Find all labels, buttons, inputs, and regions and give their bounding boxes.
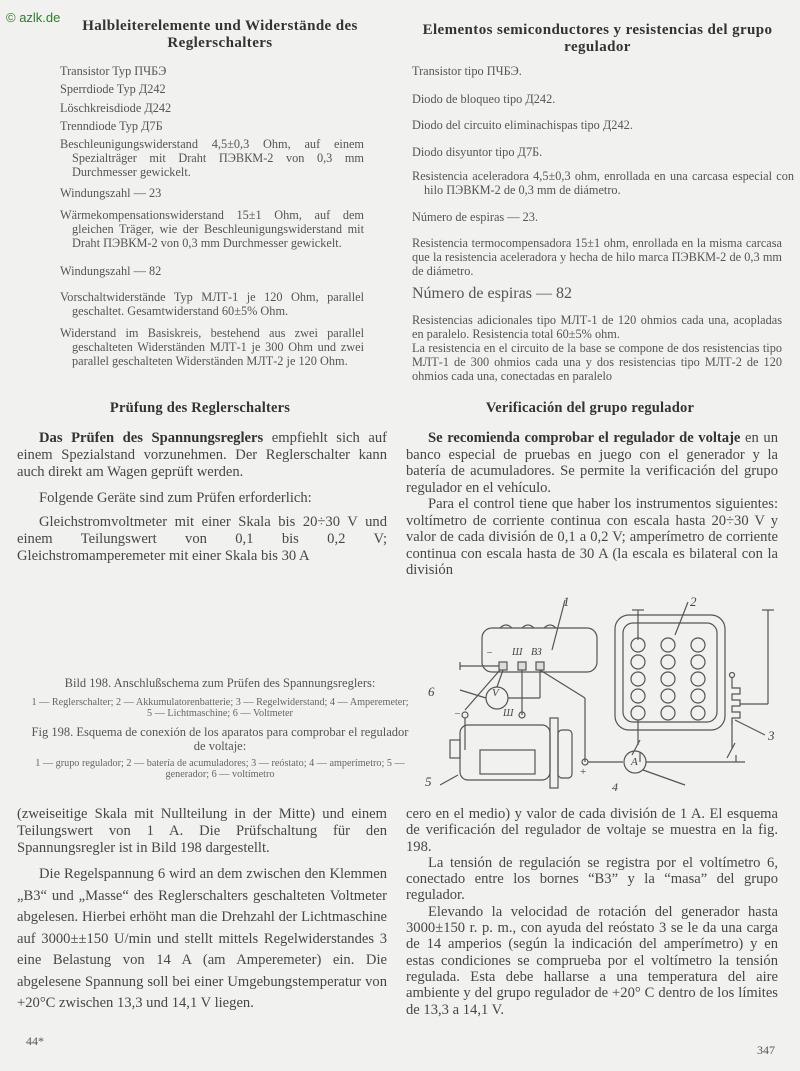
left-para-2-text: Folgende Geräte sind zum Prüfen erforderlich: [39, 490, 312, 506]
left-title: Halbleiterelemente und Widerstände des Reglerschalters [82, 18, 358, 51]
left-item-6: Windungszahl — 23 [60, 186, 162, 200]
label-3: 3 [768, 728, 775, 743]
left-section-title: Prüfung des Reglerschalters [109, 400, 291, 416]
right-item-4: Diodo disyuntor tipo Д7Б. [412, 145, 543, 159]
left-item-3: Löschkreisdiode Д242 [60, 101, 172, 115]
right-cont-2-text: La tensión de regulación se registra por el voltímetro 6, conectado entre los bornes “B3” y la “masa” del grupo regulador. [406, 854, 778, 904]
left-para-1 [17, 430, 387, 481]
right-item-7: Resistencia termocompensadora 15±1 ohm, enrollada en la misma carcasa que la resistencia aceleradora y hecha de hilo marca ПЭВКМ-2 de 0,3 mm de diámetro. [412, 236, 782, 278]
left-para-2 [17, 490, 387, 507]
left-para-1-lead: Das Prüfen des Spannungsreglers [39, 430, 264, 446]
label-v: V [492, 687, 499, 699]
right-item-8: Número de espiras — 82 [412, 285, 572, 302]
right-cont-3-text: Elevando la velocidad de rotación del generador hasta 3000±150 r. p. m., con ayuda del reóstato 3 se le da una carga de 14 amperios (según la indicación del amperímetro) y en estas condiciones se comprueba por el voltímetro la tensión regulada. Esta debe hallarse a una temperatura del aire ambiente y del grupo regulador de +20° C dentro de los límites de 13,3 a 14,1 V. [406, 903, 778, 1018]
left-item-10: Widerstand im Basiskreis, bestehend aus zwei parallel geschalteten Widerständen МЛТ-1 je 300 Ohm und zwei parallel geschalteten Widerständen МЛТ-2 je 120 Ohm. [60, 326, 364, 368]
label-a: A [631, 756, 638, 768]
page-number-left: 44* [26, 1034, 44, 1048]
right-para-2-text: Para el control tiene que haber los instrumentos siguientes: voltímetro de corriente continua con escala hasta 20÷30 V y valor de cada división de 0,1 a 0,2 V; amperímetro de corriente continua con escala hasta de 30 A (la escala es bilateral con la división [406, 496, 778, 578]
left-cont-1-text: (zweiseitige Skala mit Nullteilung in der Mitte) und einem Teilungswert von 1 A. Die Prüfschaltung für den Spannungsregler ist in Bild 198 dargestellt. [17, 806, 387, 856]
right-item-6: Número de espiras — 23. [412, 210, 539, 224]
caption-de-legend: 1 — Reglerschalter; 2 — Akkumulatorenbatterie; 3 — Regelwiderstand; 4 — Amperemeter; 5 — Lichtmaschine; 6 — Voltmeter [31, 697, 409, 719]
left-para-3-text: Gleichstromvoltmeter mit einer Skala bis 20÷30 V und einem Teilungswert von 0,1 bis 0,2 V; Gleichstromamperemeter mit einer Skala bis 30 A [17, 514, 387, 564]
right-item-5: Resistencia aceleradora 4,5±0,3 ohm, enrollada en una carcasa especial con hilo ПЭВКМ-2 de 0,3 mm de diámetro. [412, 169, 794, 197]
right-item-3: Diodo del circuito eliminachispas tipo Д242. [412, 118, 633, 132]
left-item-9: Vorschaltwiderstände Typ МЛТ-1 je 120 Ohm, parallel geschaltet. Gesamtwiderstand 60±5% Ohm. [60, 290, 364, 318]
right-para-1 [406, 430, 778, 579]
right-item-9: Resistencias adicionales tipo МЛТ-1 de 120 ohmios cada una, acopladas en paralelo. Resistencia total 60±5% ohm. [412, 313, 782, 341]
caption-es-legend: 1 — grupo regulador; 2 — batería de acumuladores; 3 — reóstato; 4 — amperímetro; 5 — generador; 6 — voltímetro [35, 758, 405, 780]
watermark: © azlk.de [6, 10, 61, 25]
battery-cells [631, 638, 705, 720]
left-para-3 [17, 514, 387, 565]
right-para-1-lead: Se recomienda comprobar el regulador de voltaje [428, 430, 741, 446]
left-cont-2-text: Die Regelspannung 6 wird an dem zwischen den Klemmen „B3“ und „Masse“ des Reglerschalters geschalteten Voltmeter abgelesen. Hierbei erhöht man die Drehzahl der Lichtmaschine auf 3000±±150 U/min und stellt mittels Regelwiderstandes 3 eine Belastung von 14 A (am Amperemeter) ein. Die abgelesene Spannung soll bei einer Umgebungstemperatur von +20°C zwischen 13,3 und 14,1 V liegen. [17, 866, 387, 1011]
label-plus: + [580, 766, 587, 778]
right-para-1-rest: en un banco especial de pruebas en juego con el generador y la batería de acumuladores. Se permite la verificación del grupo regulador en el vehículo. [406, 430, 778, 496]
label-minus: – [487, 647, 492, 658]
label-minus-2: – [455, 708, 460, 719]
right-section-title: Verificación del grupo regulador [485, 400, 695, 416]
left-item-5: Beschleunigungswiderstand 4,5±0,3 Ohm, auf einem Spezialträger mit Draht ПЭВКМ-2 von 0,3 mm Durchmesser gewickelt. [60, 137, 364, 179]
label-1: 1 [563, 594, 570, 609]
caption-es-title: Fig 198. Esquema de conexión de los aparatos para comprobar el regulador de voltaje: [31, 725, 409, 753]
label-5: 5 [425, 774, 432, 789]
left-cont-2 [17, 864, 387, 1015]
label-4: 4 [612, 780, 618, 794]
left-para-1-rest: empfiehlt sich auf einem Spezialstand vorzunehmen. Der Reglerschalter kann auch direkt am Wagen geprüft werden. [17, 430, 388, 480]
right-title: Elementos semiconductores y resistencias del grupo regulador [422, 22, 773, 55]
left-cont-1 [17, 806, 387, 857]
label-b3: ВЗ [531, 647, 542, 658]
label-2: 2 [690, 594, 697, 609]
generator-body [460, 725, 550, 780]
rheostat-symbol [732, 678, 740, 724]
label-6: 6 [428, 684, 435, 699]
caption-de-title: Bild 198. Anschlußschema zum Prüfen des Spannungsreglers: [64, 676, 376, 690]
right-cont [406, 806, 778, 1018]
left-item-7: Wärmekompensationswiderstand 15±1 Ohm, auf dem gleichen Träger, wie der Beschleunigungswiderstand mit Draht ПЭВКМ-2 von 0,3 mm Durchmesser gewickelt. [60, 208, 364, 250]
right-cont-1-text: cero en el medio) y valor de cada división de 1 A. El esquema de verificación del regulador de voltaje se muestra en la fig. 198. [406, 806, 778, 855]
page-number-right: 347 [757, 1043, 775, 1057]
right-item-10: La resistencia en el circuito de la base se compone de dos resistencias tipo МЛТ-1 de 300 ohmios cada una y dos resistencias tipo МЛТ-2 de 120 ohmios cada una, conectadas en paralelo [412, 341, 782, 383]
label-sh-2: Ш [503, 708, 514, 719]
right-item-2: Diodo de bloqueo tipo Д242. [412, 92, 556, 106]
right-item-1: Transistor tipo ПЧБЭ. [412, 64, 522, 78]
label-sh: Ш [512, 647, 523, 658]
left-item-2: Sperrdiode Typ Д242 [60, 82, 166, 96]
left-item-8: Windungszahl — 82 [60, 264, 162, 278]
left-item-4: Trenndiode Typ Д7Б [60, 119, 163, 133]
left-item-1: Transistor Typ ПЧБЭ [60, 64, 167, 78]
